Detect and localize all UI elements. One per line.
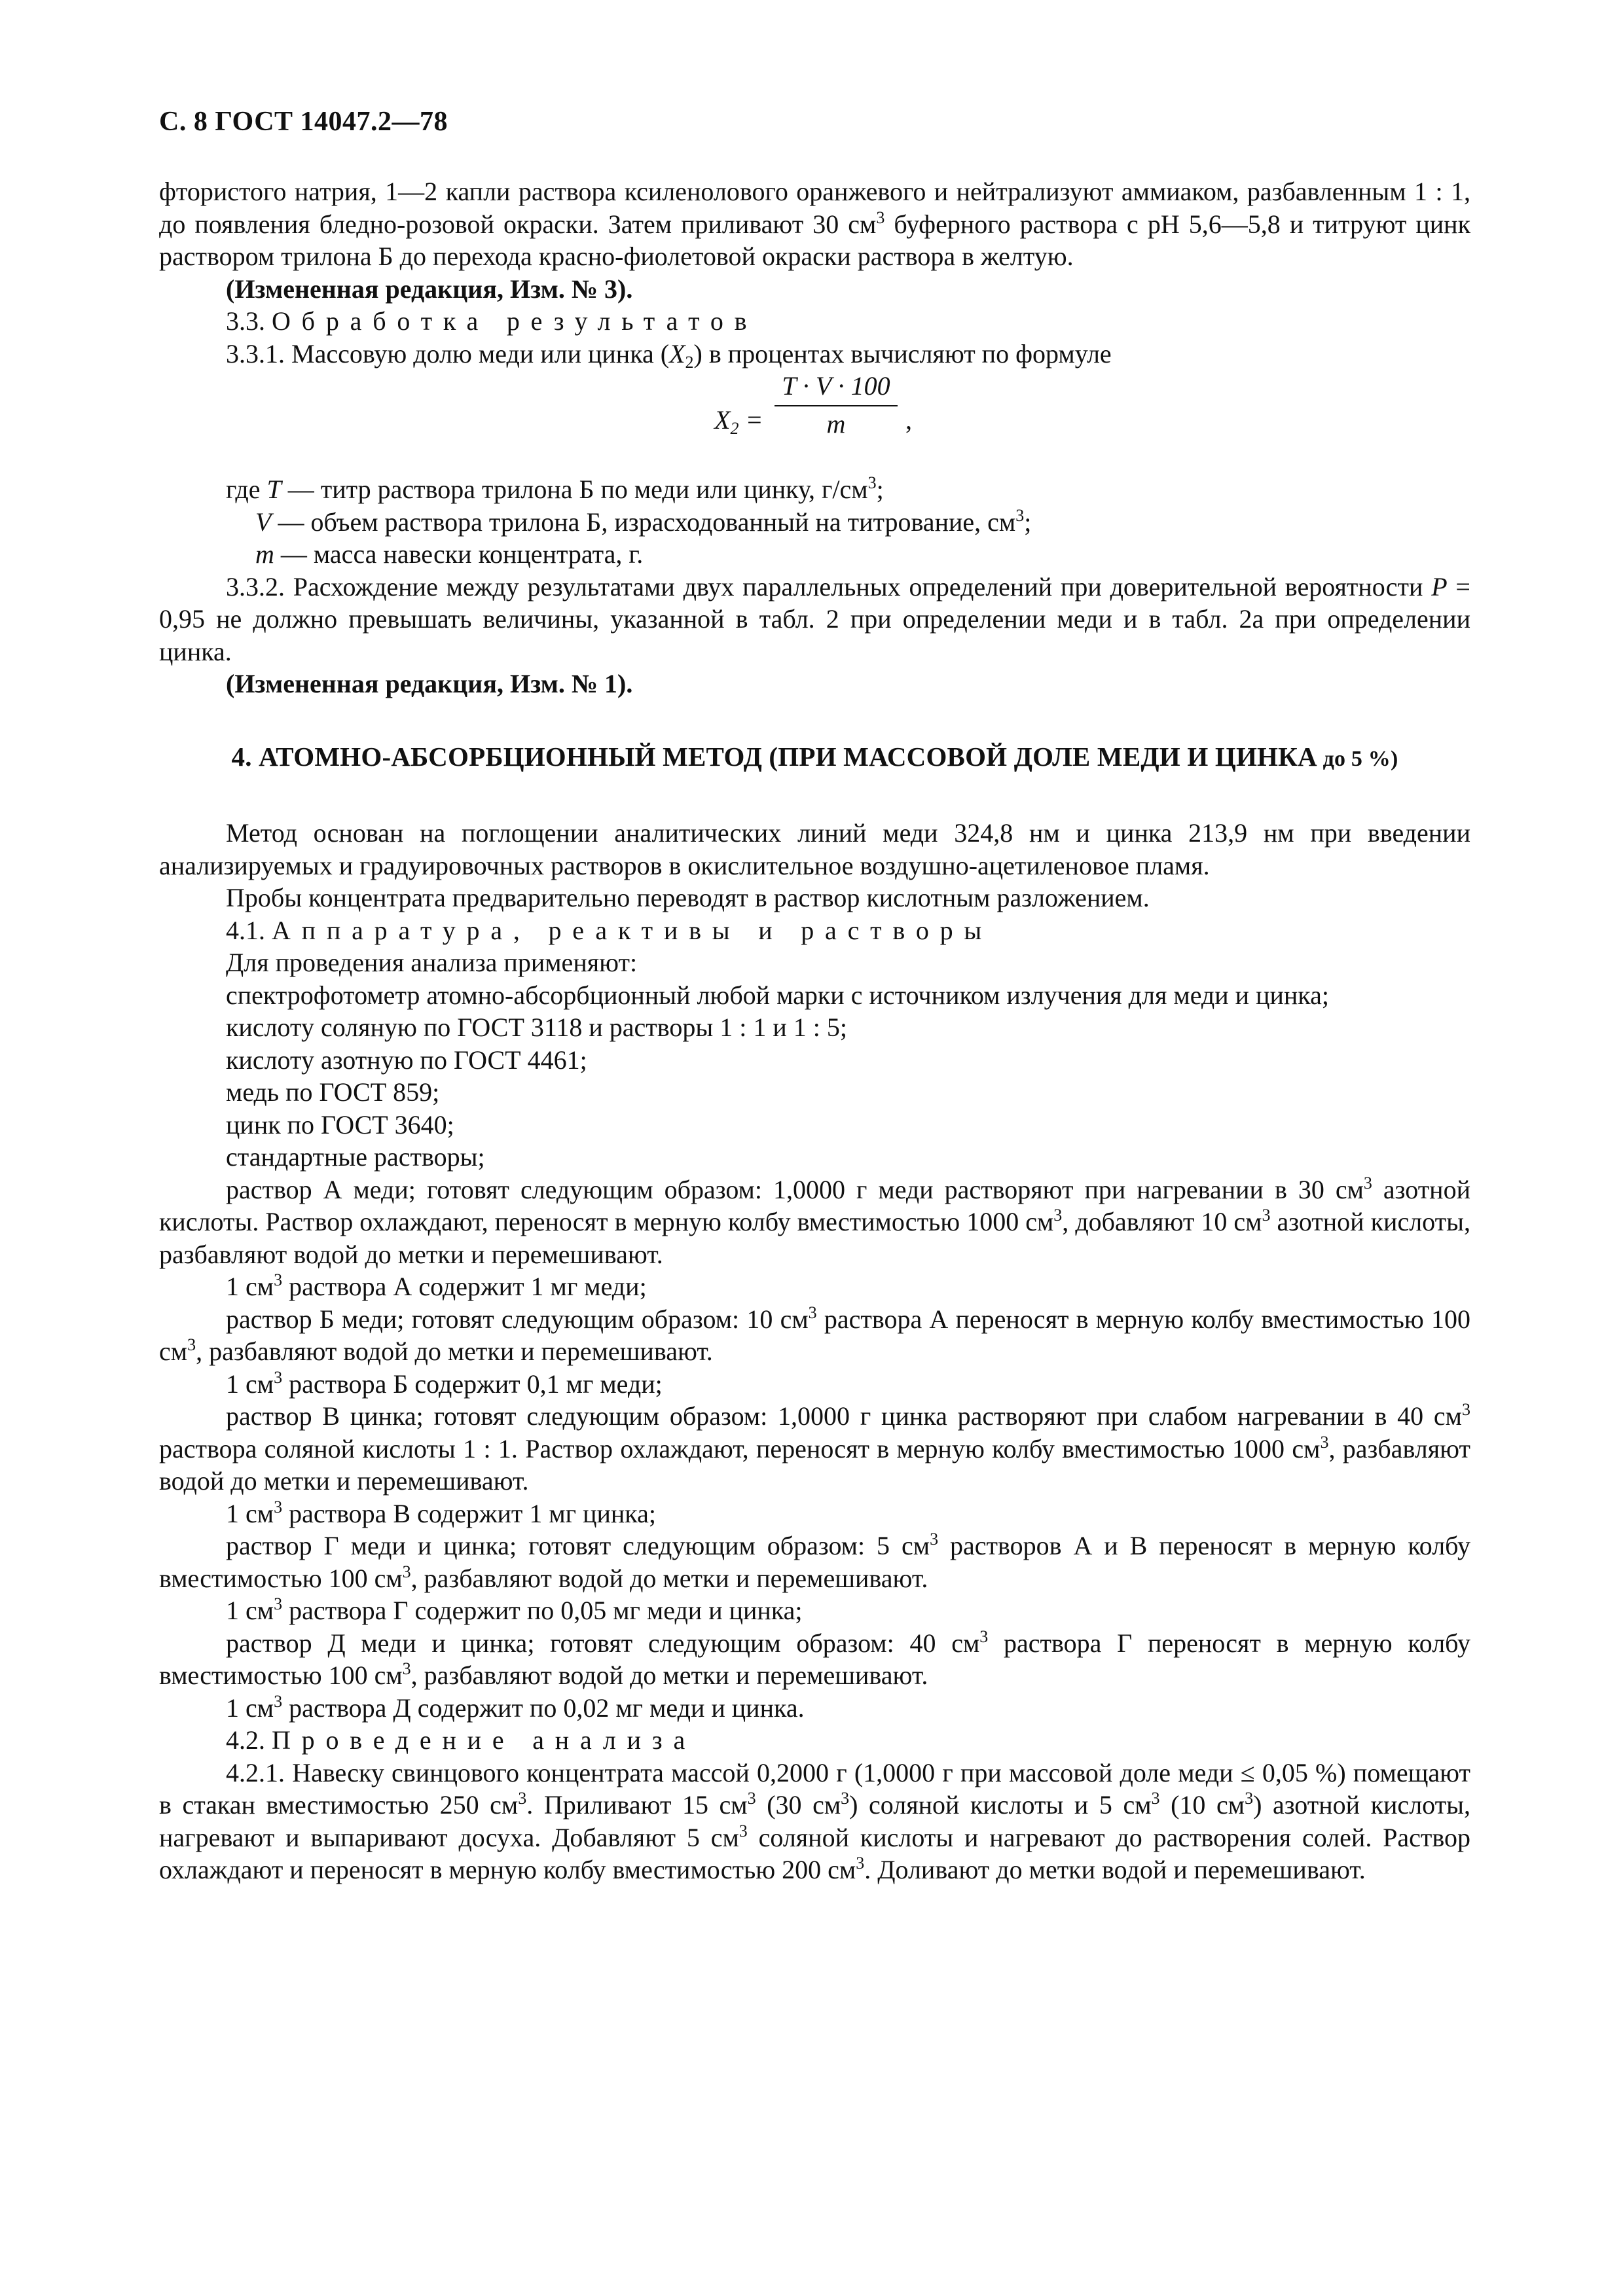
paragraph-continuation: фтористого натрия, 1—2 капли раствора ксиленолового оранжевого и нейтрализуют аммиаком, разбавленным 1 : 1, до появления бледно-розовой окраски. Затем приливают 30 $см^3$ буферного раствора с pH 5,6—5,8 и титруют цинк раствором трилона Б до перехода красно-фиолетовой окраски раствора в желтую. — [159, 177, 1471, 271]
amendment-note-1: (Измененная редакция, Изм. № 1). — [226, 669, 633, 698]
section-4-title-tail: до 5 %) — [1317, 746, 1398, 771]
fraction-bar — [775, 405, 898, 406]
clause-3-3-2: 3.3.2. Расхождение между результатами двух параллельных определений при доверительной вероятности P = 0,95 не должно превышать величины, указанной в табл. 2 при определении меди и в табл. 2а при определении цинка. — [159, 571, 1470, 666]
formula-denominator: m — [826, 409, 846, 439]
clause-4-2-1: 4.2.1. Навеску свинцового концентрата массой 0,2000 г (1,0000 г при массовой доле меди ≤ 0,05 %) помещают в стакан вместимостью 250 $см^3$. Приливают 15 $см^3$ (30 $см^3$) соляной кислоты и 5 $см^3$ (10 $см^3$) азотной кислоты, нагревают и выпаривают досуха. Добавляют 5 $см^3$ соляной кислоты и нагревают до растворения солей. Раствор охлаждают и переносят в мерную колбу вместимостью 200 $см^3$. Доливают до метки водой и перемешивают. — [159, 1757, 1470, 1884]
solution-d-content: 1 $см^3$ раствора Д содержит по 0,02 мг меди и цинка. — [226, 1691, 805, 1723]
clause-3-3-1: 3.3.1. Массовую долю меди или цинка $(X_2)$ в процентах вычисляют по формуле — [226, 338, 1112, 372]
where-V: V — объем раствора трилона Б, израсходованный на титрование, $см^3$; — [255, 505, 1032, 537]
solution-g: раствор Г меди и цинка; готовят следующим образом: 5 $см^3$ растворов А и В переносят в мерную колбу вместимостью 100 $см^3$, разбавляют водой до метки и перемешивают. — [159, 1530, 1470, 1593]
list-item-hcl: кислоту соляную по ГОСТ 3118 и растворы 1 : 1 и 1 : 5; — [226, 1013, 848, 1042]
where-T: где T — титр раствора трилона Б по меди или цинку, $г/см^3$; — [226, 473, 884, 504]
subsection-title: 4.1. Аппаратура, реактивы и растворы — [226, 915, 993, 945]
subsection-4-2-heading — [159, 1724, 1470, 1757]
solution-b-content: 1 $см^3$ раствора Б содержит 0,1 мг меди; — [226, 1367, 663, 1399]
method-description: Метод основан на поглощении аналитических линий меди 324,8 нм и цинка 213,9 нм при введении анализируемых и градуировочных растворов в окислительное воздушно-ацетиленовое пламя. — [159, 818, 1470, 880]
formula-comma: , — [905, 405, 912, 435]
page-header: С. 8 ГОСТ 14047.2—78 — [159, 107, 448, 137]
sample-prep-note: Пробы концентрата предварительно переводят в раствор кислотным разложением. — [226, 883, 1150, 912]
list-item-hno3: кислоту азотную по ГОСТ 4461; — [226, 1045, 587, 1075]
subsection-title: 3.3. Обработка результатов — [226, 306, 758, 336]
solution-d: раствор Д меди и цинка; готовят следующим образом: 40 $см^3$ раствора Г переносят в мерную колбу вместимостью 100 $см^3$, разбавляют водой до метки и перемешивают. — [159, 1626, 1470, 1690]
list-item-standards: стандартные растворы; — [226, 1142, 485, 1172]
where-m: m — масса навески концентрата, г. — [255, 539, 644, 569]
solution-g-content: 1 $см^3$ раствора Г содержит по 0,05 мг меди и цинка; — [226, 1594, 803, 1625]
subsection-3-3-heading — [159, 305, 1470, 338]
list-item-copper: медь по ГОСТ 859; — [226, 1077, 440, 1107]
document-body — [159, 175, 1470, 1886]
apply-intro: Для проведения анализа применяют: — [226, 948, 638, 977]
section-4-title: 4. АТОМНО-АБСОРБЦИОННЫЙ МЕТОД (ПРИ МАССОВОЙ ДОЛЕ МЕДИ И ЦИНКА — [231, 741, 1317, 772]
solution-a: раствор А меди; готовят следующим образом: 1,0000 г меди растворяют при нагревании в 30 $см^3$ азотной кислоты. Раствор охлаждают, переносят в мерную колбу вместимостью 1000 $см^3$, добавляют 10 $см^3$ азотной кислоты, разбавляют водой до метки и перемешивают. — [159, 1173, 1470, 1269]
formula-lhs: $X_2$ = — [714, 405, 763, 438]
formula-x2 — [159, 370, 1470, 473]
subsection-title: 4.2. Проведение анализа — [226, 1725, 697, 1755]
solution-v: раствор В цинка; готовят следующим образом: 1,0000 г цинка растворяют при слабом нагревании в 40 $см^3$ раствора соляной кислоты 1 : 1. Раствор охлаждают, переносят в мерную колбу вместимостью 1000 $см^3$, разбавляют водой до метки и перемешивают. — [159, 1400, 1470, 1496]
solution-v-content: 1 $см^3$ раствора В содержит 1 мг цинка; — [226, 1497, 656, 1528]
formula-fraction — [775, 370, 898, 440]
list-item-zinc: цинк по ГОСТ 3640; — [226, 1109, 454, 1139]
list-item-spectrophotometer: спектрофотометр атомно-абсорбционный любой марки с источником излучения для меди и цинка; — [226, 980, 1329, 1010]
amendment-note-3: (Измененная редакция, Изм. № 3). — [226, 274, 633, 304]
solution-a-content: 1 $см^3$ раствора А содержит 1 мг меди; — [226, 1270, 647, 1301]
section-4-heading — [159, 741, 1470, 776]
subsection-4-1-heading — [159, 914, 1470, 947]
solution-b: раствор Б меди; готовят следующим образом: 10 $см^3$ раствора А переносят в мерную колбу вместимостью 100 $см^3$, разбавляют водой до метки и перемешивают. — [159, 1302, 1471, 1366]
formula-numerator: T · V · 100 — [782, 371, 890, 401]
